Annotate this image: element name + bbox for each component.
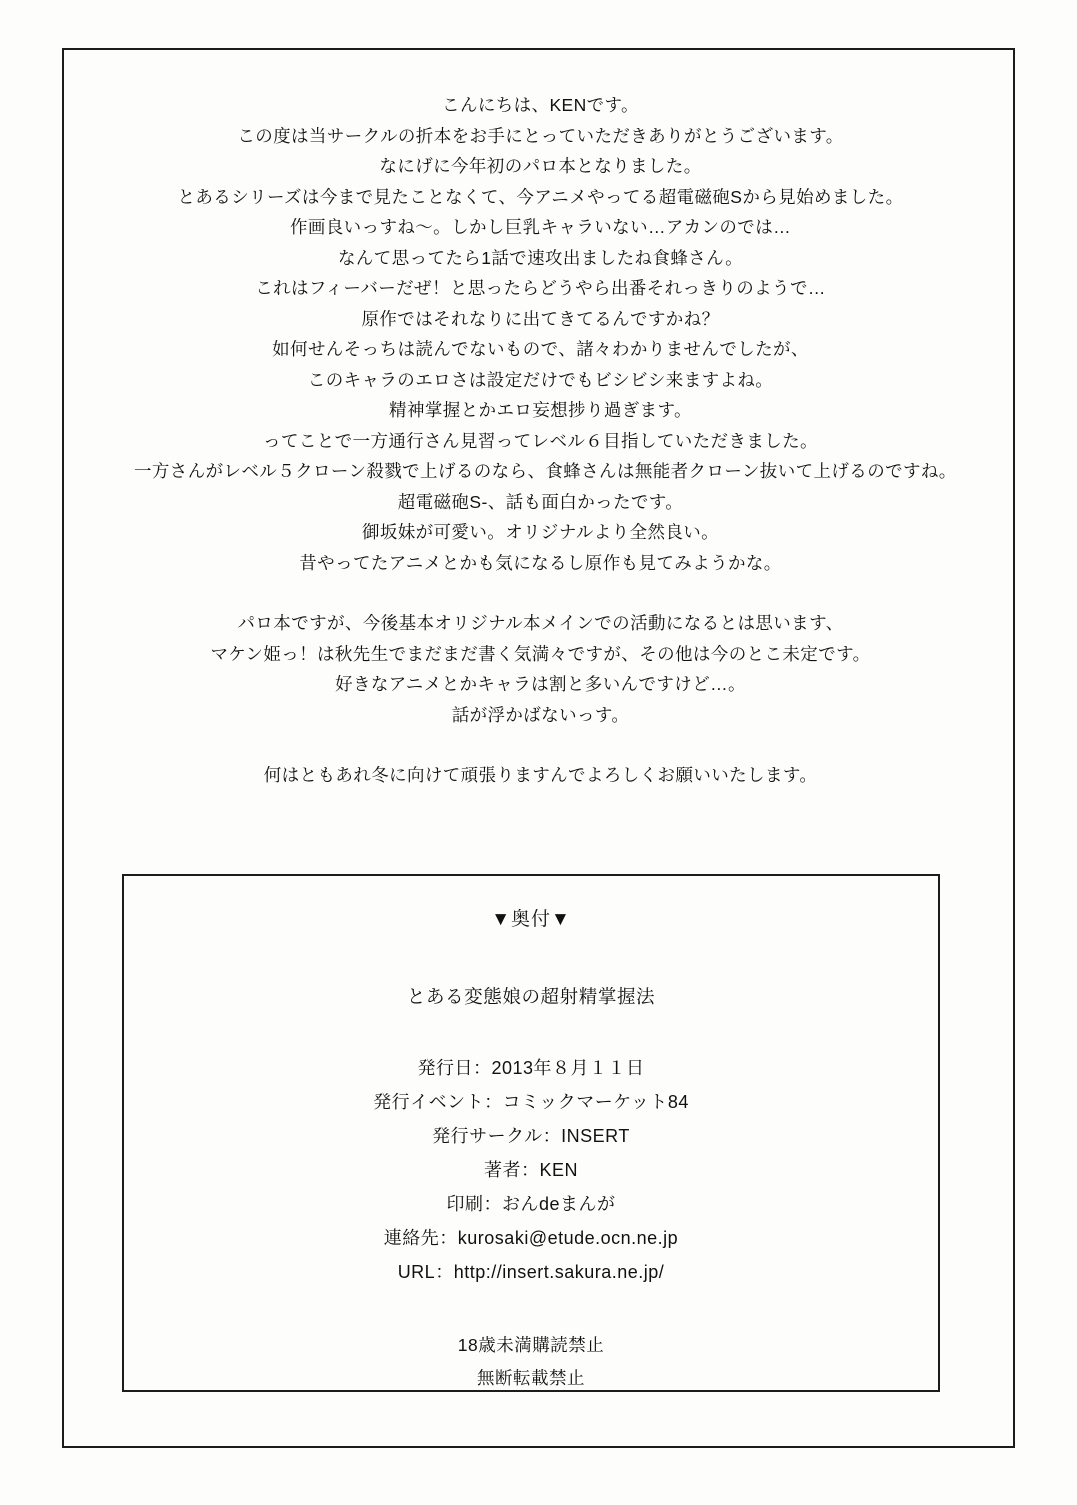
afterword-line: なにげに今年初のパロ本となりました。 [379,156,702,176]
afterword-line: このキャラのエロさは設定だけでもビシビシ来ますよね。 [307,369,774,390]
afterword-line: 超電磁砲S-、話も面白かったです。 [397,491,684,512]
colophon-notices [124,1329,938,1395]
colophon-entry-contact-email: 連絡先：kurosaki@etude.ocn.ne.jp [383,1228,679,1248]
afterword-text [134,90,957,791]
notice-no-reprint: 無断転載禁止 [477,1368,585,1388]
afterword-line: 作画良いっすね〜。しかし巨乳キャラいない…アカンのでは… [289,217,792,237]
afterword-line: 一方さんがレベル５クローン殺戮で上げるのなら、食蜂さんは無能者クローン抜いて上げるのですね。 [134,461,957,481]
afterword-line: とあるシリーズは今まで見たことなくて、今アニメやってる超電磁砲Sから見始めました。 [177,186,904,207]
colophon-entry-printer: 印刷：おんdeまんが [446,1194,616,1214]
paragraph-spacer [134,730,947,760]
afterword-line: 話が浮かばないっす。 [451,704,630,725]
afterword-line: 精神掌握とかエロ妄想捗り過ぎます。 [389,400,692,420]
afterword-line: この度は当サークルの折本をお手にとっていただきありがとうございます。 [237,125,844,146]
afterword-line: なんて思ってたら1話で速攻出ましたね食蜂さん。 [338,247,743,268]
afterword-line: パロ本ですが、今後基本オリジナル本メインでの活動になるとは思います、 [237,613,844,633]
colophon-title: とある変態娘の超射精掌握法 [406,986,656,1007]
afterword-line: 如何せんそっちは読んでないもので、諸々わかりませんでしたが、 [272,339,809,359]
afterword-line: 御坂妹が可愛い。オリジナルより全然良い。 [361,522,720,542]
paragraph-spacer [134,578,947,608]
colophon-heading: ▼奥付▼ [491,909,571,930]
afterword-line: 昔やってたアニメとかも気になるし原作も見てみようかな。 [299,552,782,573]
afterword-line: マケン姫っ！は秋先生でまだまだ書く気満々ですが、その他は今のとこ未定です。 [210,643,871,664]
colophon-entries [124,1051,938,1289]
afterword-line: ってことで一方通行さん見習ってレベル６目指していただきました。 [263,430,818,451]
page-border [62,48,1015,1448]
afterword-closing-line: 何はともあれ冬に向けて頑張りますんでよろしくお願いいたします。 [263,765,818,785]
colophon-entry-publish-date: 発行日：2013年８月１１日 [417,1058,645,1078]
colophon-box [122,874,940,1392]
afterword-line: こんにちは、KENです。 [442,95,639,115]
colophon-entry-event: 発行イベント：コミックマーケット84 [373,1092,689,1112]
afterword-line: 原作ではそれなりに出てきてるんですかね？ [361,308,720,329]
afterword-line: 好きなアニメとかキャラは割と多いんですけど…。 [335,674,746,694]
colophon-entry-author: 著者：KEN [483,1160,578,1180]
colophon-entry-circle: 発行サークル：INSERT [432,1126,630,1146]
colophon-entry-url: URL：http://insert.sakura.ne.jp/ [397,1262,665,1282]
afterword-line: これはフィーバーだぜ！と思ったらどうやら出番それっきりのようで… [255,278,826,298]
notice-age-restriction: 18歳未満購読禁止 [457,1335,605,1355]
